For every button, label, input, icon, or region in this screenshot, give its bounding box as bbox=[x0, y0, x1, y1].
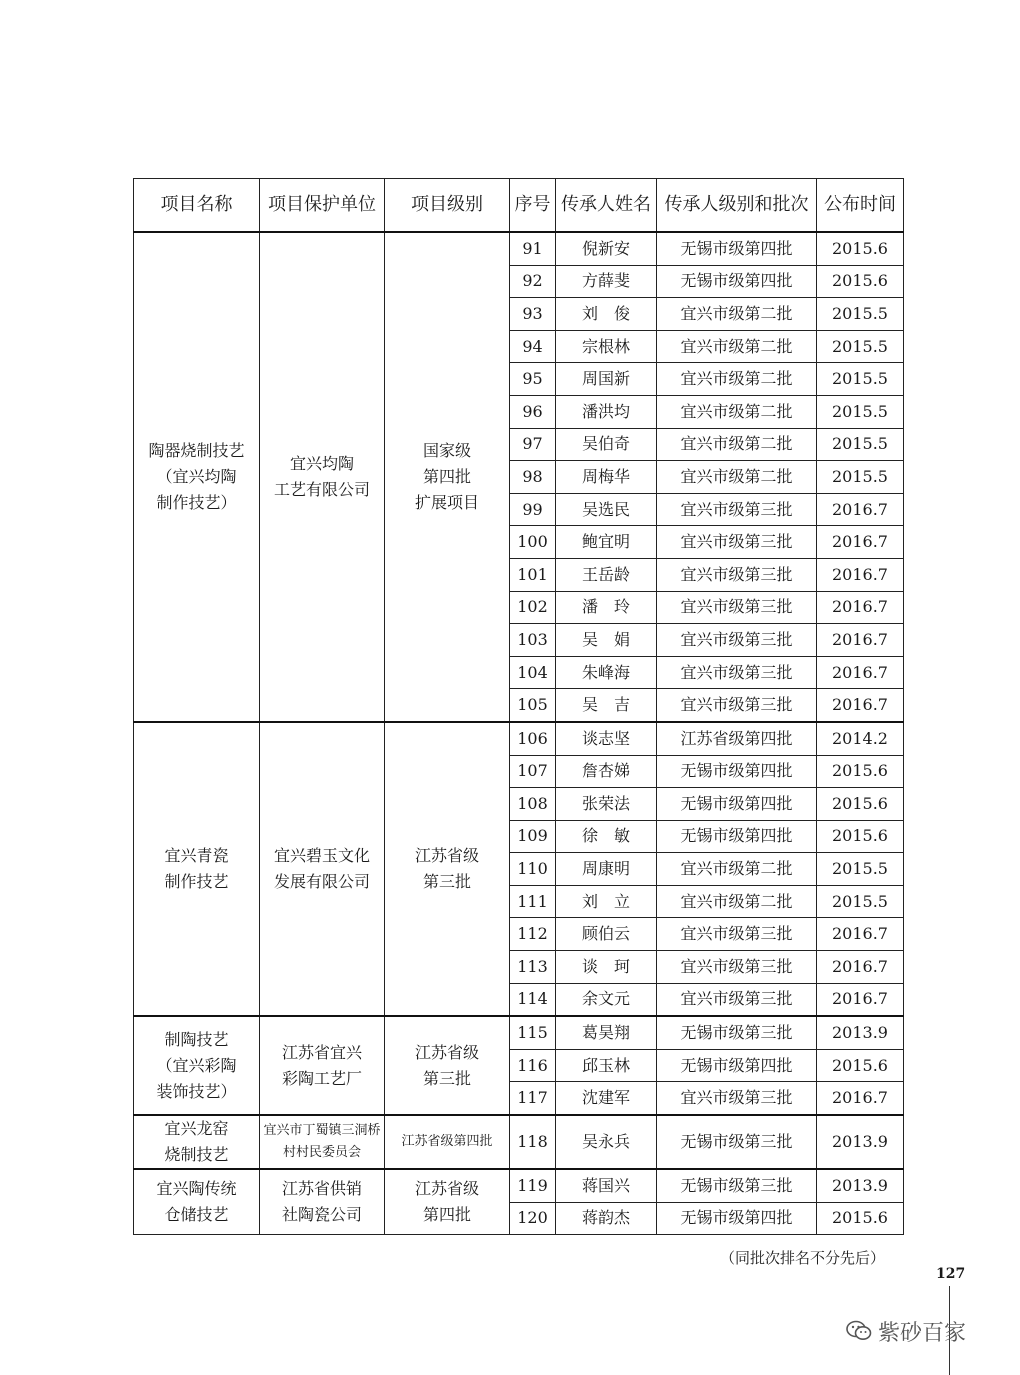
cell-publish-date: 2016.7 bbox=[817, 689, 904, 722]
cell-inheritor-name: 吴伯奇 bbox=[556, 428, 657, 461]
cell-protection-unit-line: 宜兴碧玉文化 bbox=[273, 846, 370, 866]
cell-inheritor-level: 宜兴市级第二批 bbox=[657, 298, 817, 331]
cell-inheritor-name: 蒋韵杰 bbox=[556, 1202, 657, 1235]
cell-inheritor-name: 余文元 bbox=[556, 983, 657, 1016]
cell-project-name-line: 烧制技艺 bbox=[164, 1145, 229, 1165]
cell-publish-date: 2015.6 bbox=[817, 232, 904, 265]
header-protection-unit: 项目保护单位 bbox=[260, 179, 385, 233]
cell-publish-date: 2013.9 bbox=[817, 1169, 904, 1202]
header-project-name: 项目名称 bbox=[134, 179, 260, 233]
cell-inheritor-name: 谈 珂 bbox=[556, 951, 657, 984]
cell-publish-date: 2016.7 bbox=[817, 983, 904, 1016]
cell-inheritor-name: 刘 俊 bbox=[556, 298, 657, 331]
inheritor-table bbox=[133, 178, 904, 1235]
cell-index: 94 bbox=[510, 330, 556, 363]
cell-index: 95 bbox=[510, 363, 556, 396]
cell-inheritor-level: 无锡市级第四批 bbox=[657, 1202, 817, 1235]
cell-inheritor-level: 宜兴市级第二批 bbox=[657, 885, 817, 918]
cell-project-name bbox=[134, 1169, 260, 1235]
cell-project-name bbox=[134, 232, 260, 722]
wechat-icon bbox=[846, 1320, 872, 1342]
header-inheritor-name: 传承人姓名 bbox=[556, 179, 657, 233]
table-row bbox=[134, 1016, 904, 1049]
cell-publish-date: 2015.5 bbox=[817, 330, 904, 363]
cell-inheritor-name: 吴永兵 bbox=[556, 1115, 657, 1169]
cell-index: 112 bbox=[510, 918, 556, 951]
cell-publish-date: 2016.7 bbox=[817, 918, 904, 951]
cell-protection-unit-line: 彩陶工艺厂 bbox=[281, 1068, 362, 1088]
cell-inheritor-level: 无锡市级第四批 bbox=[657, 755, 817, 788]
cell-inheritor-level: 宜兴市级第三批 bbox=[657, 526, 817, 559]
cell-project-name-line: 制作技艺） bbox=[156, 492, 237, 512]
cell-publish-date: 2015.6 bbox=[817, 1049, 904, 1082]
cell-inheritor-level: 宜兴市级第三批 bbox=[657, 624, 817, 657]
cell-inheritor-level: 无锡市级第三批 bbox=[657, 1169, 817, 1202]
cell-inheritor-name: 吴选民 bbox=[556, 493, 657, 526]
cell-inheritor-level: 宜兴市级第三批 bbox=[657, 689, 817, 722]
cell-protection-unit-line: 宜兴均陶 bbox=[289, 453, 354, 473]
cell-project-level bbox=[385, 1016, 510, 1115]
cell-project-name-line: 装饰技艺） bbox=[156, 1081, 237, 1101]
cell-protection-unit bbox=[260, 1016, 385, 1115]
cell-inheritor-level: 宜兴市级第二批 bbox=[657, 461, 817, 494]
cell-project-name bbox=[134, 1016, 260, 1115]
cell-publish-date: 2015.5 bbox=[817, 298, 904, 331]
cell-inheritor-name: 刘 立 bbox=[556, 885, 657, 918]
cell-publish-date: 2015.6 bbox=[817, 1202, 904, 1235]
cell-index: 96 bbox=[510, 395, 556, 428]
cell-inheritor-level: 无锡市级第三批 bbox=[657, 1016, 817, 1049]
cell-project-name-line: 仓储技艺 bbox=[164, 1205, 229, 1225]
cell-publish-date: 2016.7 bbox=[817, 591, 904, 624]
watermark-text: 紫砂百家 bbox=[878, 1320, 967, 1346]
cell-inheritor-level: 宜兴市级第二批 bbox=[657, 363, 817, 396]
cell-project-level bbox=[385, 232, 510, 722]
cell-protection-unit bbox=[260, 232, 385, 722]
cell-project-name-line: （宜兴彩陶 bbox=[156, 1055, 237, 1075]
cell-protection-unit-line: 发展有限公司 bbox=[273, 872, 370, 892]
cell-publish-date: 2015.6 bbox=[817, 755, 904, 788]
cell-project-level-line: 江苏省级 bbox=[414, 1179, 479, 1199]
cell-index: 102 bbox=[510, 591, 556, 624]
cell-inheritor-name: 鲍宜明 bbox=[556, 526, 657, 559]
cell-inheritor-name: 顾伯云 bbox=[556, 918, 657, 951]
cell-index: 99 bbox=[510, 493, 556, 526]
cell-inheritor-name: 邱玉林 bbox=[556, 1049, 657, 1082]
cell-publish-date: 2015.5 bbox=[817, 395, 904, 428]
cell-protection-unit bbox=[260, 1115, 385, 1169]
cell-publish-date: 2013.9 bbox=[817, 1115, 904, 1169]
cell-project-level bbox=[385, 1115, 510, 1169]
cell-inheritor-level: 无锡市级第四批 bbox=[657, 265, 817, 298]
watermark bbox=[846, 1318, 966, 1344]
cell-publish-date: 2016.7 bbox=[817, 624, 904, 657]
header-project-level: 项目级别 bbox=[385, 179, 510, 233]
cell-project-name bbox=[134, 1115, 260, 1169]
cell-project-level-line: 第三批 bbox=[422, 1068, 471, 1088]
cell-inheritor-level: 无锡市级第三批 bbox=[657, 1115, 817, 1169]
cell-inheritor-level: 无锡市级第四批 bbox=[657, 820, 817, 853]
cell-project-level-line: 第三批 bbox=[422, 872, 471, 892]
cell-inheritor-level: 宜兴市级第三批 bbox=[657, 656, 817, 689]
cell-project-name bbox=[134, 722, 260, 1016]
cell-inheritor-name: 周康明 bbox=[556, 853, 657, 886]
page-number: 127 bbox=[936, 1266, 966, 1282]
cell-publish-date: 2015.5 bbox=[817, 853, 904, 886]
cell-project-level-line: 扩展项目 bbox=[414, 492, 479, 512]
cell-index: 107 bbox=[510, 755, 556, 788]
cell-publish-date: 2014.2 bbox=[817, 722, 904, 755]
cell-project-level-line: 江苏省级 bbox=[414, 1042, 479, 1062]
cell-inheritor-level: 宜兴市级第三批 bbox=[657, 1082, 817, 1115]
cell-index: 111 bbox=[510, 885, 556, 918]
cell-protection-unit bbox=[260, 1169, 385, 1235]
cell-inheritor-name: 蒋国兴 bbox=[556, 1169, 657, 1202]
table-header-row bbox=[134, 179, 904, 233]
cell-publish-date: 2016.7 bbox=[817, 656, 904, 689]
cell-index: 115 bbox=[510, 1016, 556, 1049]
cell-inheritor-level: 宜兴市级第三批 bbox=[657, 918, 817, 951]
cell-index: 113 bbox=[510, 951, 556, 984]
table-row bbox=[134, 1115, 904, 1169]
cell-publish-date: 2015.5 bbox=[817, 461, 904, 494]
cell-project-level bbox=[385, 722, 510, 1016]
cell-inheritor-level: 宜兴市级第二批 bbox=[657, 428, 817, 461]
cell-publish-date: 2016.7 bbox=[817, 951, 904, 984]
table-row bbox=[134, 1169, 904, 1202]
cell-publish-date: 2016.7 bbox=[817, 1082, 904, 1115]
cell-project-name-line: 制作技艺 bbox=[164, 872, 229, 892]
cell-inheritor-name: 詹杏娣 bbox=[556, 755, 657, 788]
cell-index: 93 bbox=[510, 298, 556, 331]
cell-inheritor-level: 宜兴市级第二批 bbox=[657, 330, 817, 363]
cell-index: 114 bbox=[510, 983, 556, 1016]
cell-project-name-line: 宜兴青瓷 bbox=[164, 846, 229, 866]
cell-inheritor-name: 徐 敏 bbox=[556, 820, 657, 853]
cell-inheritor-name: 王岳龄 bbox=[556, 558, 657, 591]
cell-inheritor-level: 无锡市级第四批 bbox=[657, 1049, 817, 1082]
cell-index: 104 bbox=[510, 656, 556, 689]
cell-index: 91 bbox=[510, 232, 556, 265]
cell-inheritor-level: 无锡市级第四批 bbox=[657, 788, 817, 821]
cell-publish-date: 2015.6 bbox=[817, 265, 904, 298]
cell-inheritor-name: 周国新 bbox=[556, 363, 657, 396]
cell-inheritor-level: 宜兴市级第三批 bbox=[657, 558, 817, 591]
cell-inheritor-level: 宜兴市级第三批 bbox=[657, 591, 817, 624]
cell-publish-date: 2015.5 bbox=[817, 363, 904, 396]
cell-protection-unit-line: 村村民委员会 bbox=[282, 1145, 361, 1161]
cell-index: 98 bbox=[510, 461, 556, 494]
cell-inheritor-name: 方薛斐 bbox=[556, 265, 657, 298]
footnote: （同批次排名不分先后） bbox=[720, 1249, 886, 1267]
cell-project-level-line: 江苏省级第四批 bbox=[401, 1134, 493, 1150]
cell-publish-date: 2016.7 bbox=[817, 493, 904, 526]
cell-protection-unit-line: 社陶瓷公司 bbox=[281, 1205, 362, 1225]
cell-inheritor-level: 宜兴市级第二批 bbox=[657, 853, 817, 886]
cell-protection-unit-line: 宜兴市丁蜀镇三洞桥 bbox=[263, 1123, 381, 1139]
cell-protection-unit bbox=[260, 722, 385, 1016]
cell-index: 116 bbox=[510, 1049, 556, 1082]
table-row bbox=[134, 232, 904, 265]
cell-publish-date: 2015.5 bbox=[817, 428, 904, 461]
cell-inheritor-name: 沈建军 bbox=[556, 1082, 657, 1115]
cell-publish-date: 2013.9 bbox=[817, 1016, 904, 1049]
cell-project-level-line: 第四批 bbox=[422, 466, 471, 486]
cell-index: 118 bbox=[510, 1115, 556, 1169]
table-row bbox=[134, 722, 904, 755]
cell-inheritor-name: 葛昊翔 bbox=[556, 1016, 657, 1049]
cell-project-level bbox=[385, 1169, 510, 1235]
cell-project-name-line: 宜兴龙窑 bbox=[164, 1119, 229, 1139]
cell-inheritor-name: 潘洪均 bbox=[556, 395, 657, 428]
cell-index: 105 bbox=[510, 689, 556, 722]
cell-index: 103 bbox=[510, 624, 556, 657]
cell-project-name-line: 宜兴陶传统 bbox=[156, 1179, 237, 1199]
cell-inheritor-name: 周梅华 bbox=[556, 461, 657, 494]
cell-publish-date: 2015.6 bbox=[817, 788, 904, 821]
header-publish-date: 公布时间 bbox=[817, 179, 904, 233]
table-body bbox=[134, 232, 904, 1235]
cell-protection-unit-line: 江苏省供销 bbox=[281, 1179, 362, 1199]
cell-project-level-line: 第四批 bbox=[422, 1205, 471, 1225]
cell-inheritor-level: 无锡市级第四批 bbox=[657, 232, 817, 265]
cell-inheritor-name: 张荣法 bbox=[556, 788, 657, 821]
cell-publish-date: 2015.5 bbox=[817, 885, 904, 918]
cell-index: 117 bbox=[510, 1082, 556, 1115]
cell-inheritor-name: 宗根林 bbox=[556, 330, 657, 363]
cell-project-name-line: （宜兴均陶 bbox=[156, 466, 237, 486]
header-index: 序号 bbox=[510, 179, 556, 233]
cell-inheritor-level: 江苏省级第四批 bbox=[657, 722, 817, 755]
cell-publish-date: 2016.7 bbox=[817, 558, 904, 591]
cell-inheritor-level: 宜兴市级第三批 bbox=[657, 493, 817, 526]
cell-inheritor-level: 宜兴市级第三批 bbox=[657, 951, 817, 984]
cell-index: 92 bbox=[510, 265, 556, 298]
cell-inheritor-name: 吴 娟 bbox=[556, 624, 657, 657]
cell-project-name-line: 陶器烧制技艺 bbox=[148, 440, 245, 460]
cell-project-level-line: 江苏省级 bbox=[414, 846, 479, 866]
cell-index: 101 bbox=[510, 558, 556, 591]
cell-inheritor-name: 倪新安 bbox=[556, 232, 657, 265]
cell-project-name-line: 制陶技艺 bbox=[164, 1029, 229, 1049]
cell-publish-date: 2016.7 bbox=[817, 526, 904, 559]
cell-index: 120 bbox=[510, 1202, 556, 1235]
cell-index: 119 bbox=[510, 1169, 556, 1202]
cell-index: 100 bbox=[510, 526, 556, 559]
cell-index: 97 bbox=[510, 428, 556, 461]
header-inheritor-level: 传承人级别和批次 bbox=[657, 179, 817, 233]
cell-inheritor-name: 朱峰海 bbox=[556, 656, 657, 689]
cell-inheritor-name: 潘 玲 bbox=[556, 591, 657, 624]
cell-project-level-line: 国家级 bbox=[422, 440, 471, 460]
cell-protection-unit-line: 江苏省宜兴 bbox=[281, 1042, 362, 1062]
cell-publish-date: 2015.6 bbox=[817, 820, 904, 853]
cell-inheritor-name: 谈志坚 bbox=[556, 722, 657, 755]
cell-index: 108 bbox=[510, 788, 556, 821]
cell-inheritor-name: 吴 吉 bbox=[556, 689, 657, 722]
cell-index: 110 bbox=[510, 853, 556, 886]
cell-inheritor-level: 宜兴市级第二批 bbox=[657, 395, 817, 428]
cell-protection-unit-line: 工艺有限公司 bbox=[273, 479, 370, 499]
cell-inheritor-level: 宜兴市级第三批 bbox=[657, 983, 817, 1016]
cell-index: 106 bbox=[510, 722, 556, 755]
cell-index: 109 bbox=[510, 820, 556, 853]
